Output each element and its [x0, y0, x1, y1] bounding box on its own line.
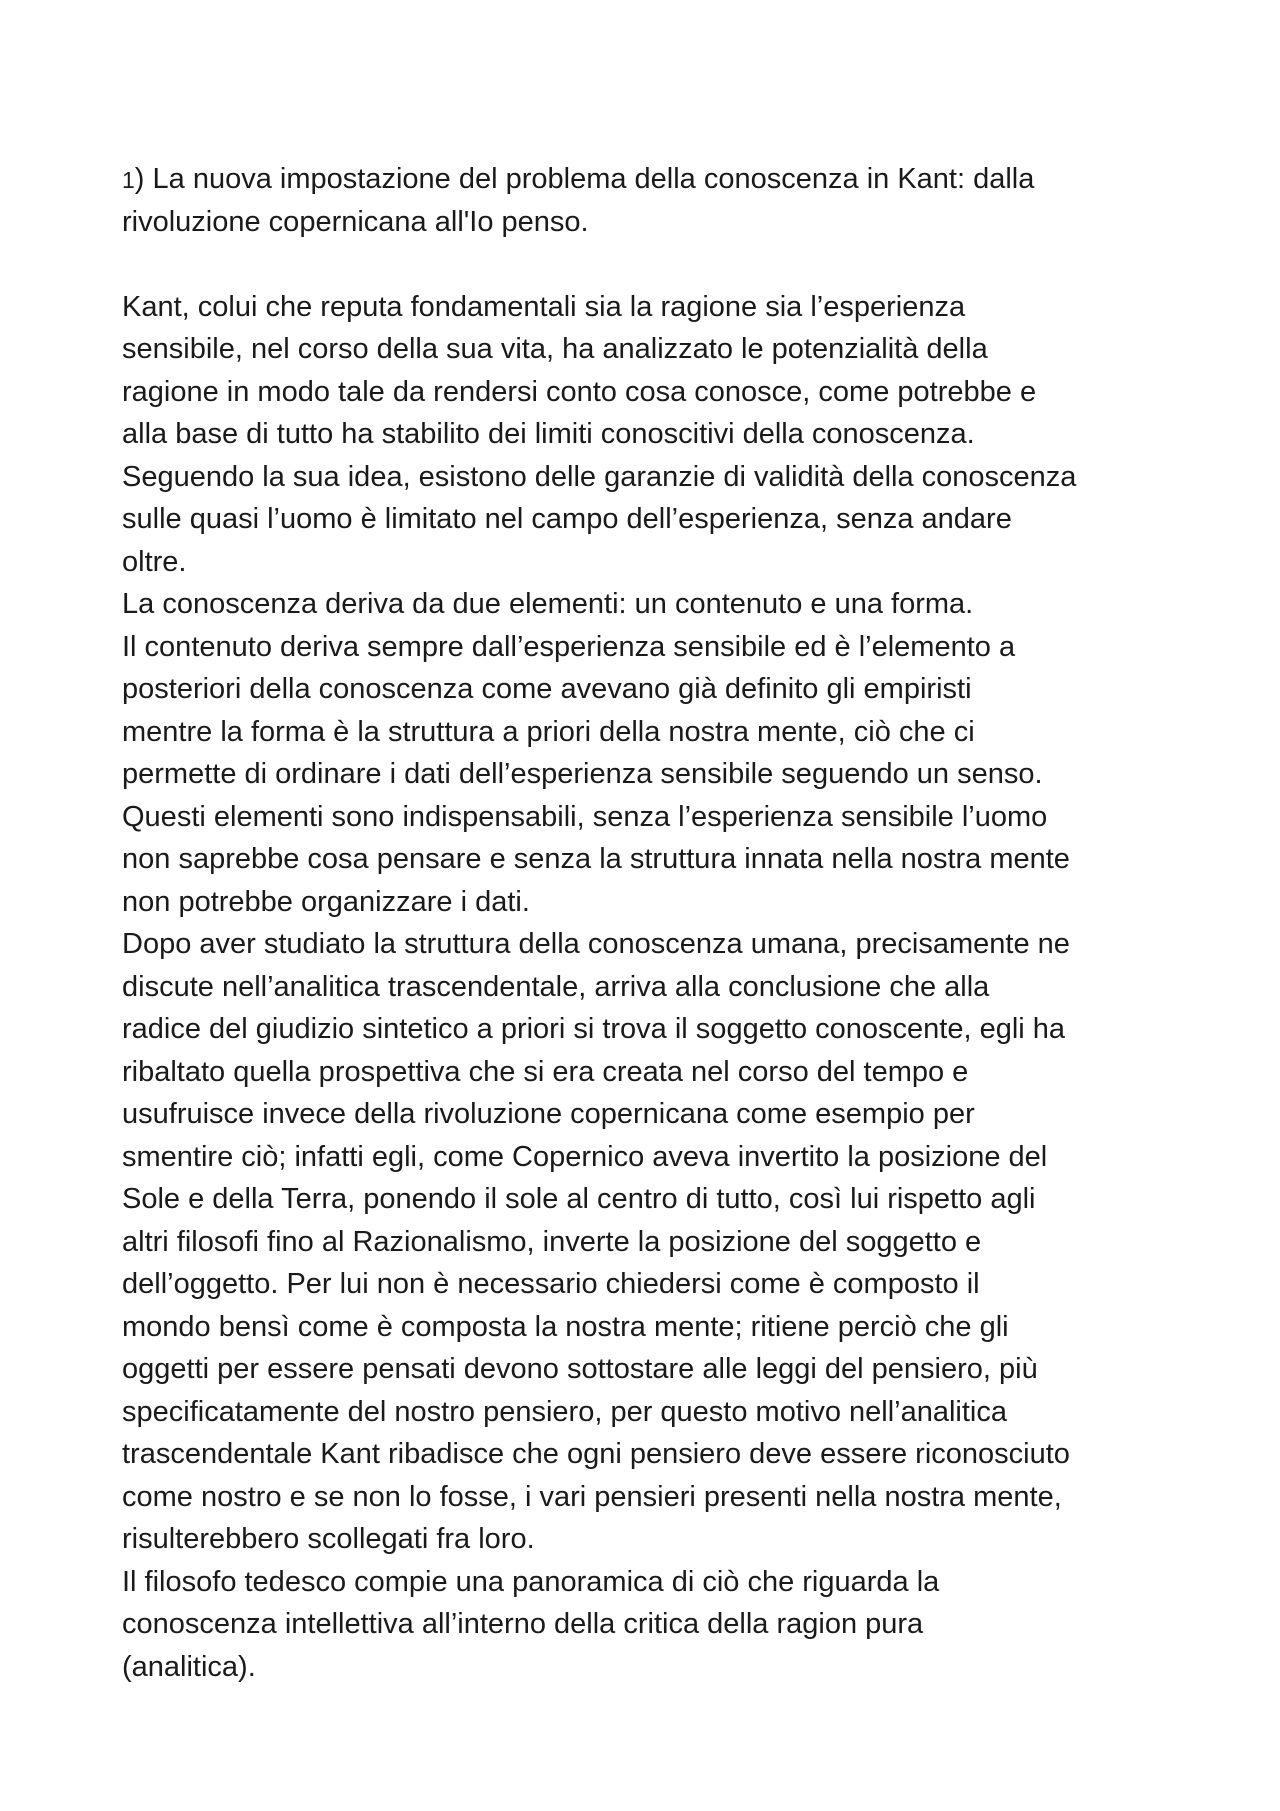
body-line: Il contenuto deriva sempre dall’esperienza sensibile ed è l’elemento a	[122, 630, 1016, 663]
heading-line-2: rivoluzione copernicana all'Io penso.	[122, 205, 589, 238]
body-line: usufruisce invece della rivoluzione copernicana come esempio per	[122, 1098, 975, 1130]
body-line: non potrebbe organizzare i dati.	[122, 885, 530, 918]
body-line: Il filosofo tedesco compie una panoramica di ciò che riguarda la	[122, 1565, 940, 1598]
body-line: non saprebbe cosa pensare e senza la struttura innata nella nostra mente	[122, 843, 1070, 875]
body-line: specificatamente del nostro pensiero, per questo motivo nell’analitica	[122, 1395, 1007, 1428]
body-text	[122, 286, 1182, 1689]
blank-line	[122, 243, 1182, 286]
body-line: Questi elementi sono indispensabili, senza l’esperienza sensibile l’uomo	[122, 800, 1048, 833]
body-line: trascendentale Kant ribadisce che ogni pensiero deve essere riconosciuto	[122, 1438, 1070, 1470]
body-line: La conoscenza deriva da due elementi: un contenuto e una forma.	[122, 588, 974, 620]
body-line: Sole e della Terra, ponendo il sole al centro di tutto, così lui rispetto agli	[122, 1183, 1036, 1215]
body-line: risulterebbero scollegati fra loro.	[122, 1523, 535, 1555]
body-line: Kant, colui che reputa fondamentali sia la ragione sia l’esperienza	[122, 290, 966, 323]
body-line: conoscenza intellettiva all’interno della critica della ragion pura	[122, 1608, 924, 1640]
body-line: dell’oggetto. Per lui non è necessario chiedersi come è composto il	[122, 1268, 980, 1300]
body-line: oggetti per essere pensati devono sottostare alle leggi del pensiero, più	[122, 1353, 1038, 1385]
body-line: Seguendo la sua idea, esistono delle garanzie di validità della conoscenza	[122, 460, 1077, 493]
body-line: smentire ciò; infatti egli, come Copernico aveva invertito la posizione del	[122, 1140, 1048, 1173]
heading-number: 1	[122, 167, 135, 193]
body-line: mondo bensì come è composta la nostra mente; ritiene perciò che gli	[122, 1310, 1009, 1343]
body-line: alla base di tutto ha stabilito dei limiti conoscitivi della conoscenza.	[122, 418, 975, 450]
body-line: posteriori della conoscenza come avevano già definito gli empiristi	[122, 673, 972, 705]
body-line: permette di ordinare i dati dell’esperienza sensibile seguendo un senso.	[122, 758, 1043, 790]
body-line: (analitica).	[122, 1650, 256, 1683]
body-line: ragione in modo tale da rendersi conto cosa conosce, come potrebbe e	[122, 375, 1037, 408]
body-line: Dopo aver studiato la struttura della conoscenza umana, precisamente ne	[122, 928, 1070, 960]
heading-line-1	[122, 158, 1182, 201]
body-line: sensibile, nel corso della sua vita, ha analizzato le potenzialità della	[122, 333, 988, 365]
body-line: come nostro e se non lo fosse, i vari pensieri presenti nella nostra mente,	[122, 1480, 1062, 1513]
body-line: ribaltato quella prospettiva che si era creata nel corso del tempo e	[122, 1055, 969, 1088]
body-line: sulle quasi l’uomo è limitato nel campo dell’esperienza, senza andare	[122, 503, 1012, 535]
body-line: oltre.	[122, 545, 187, 578]
body-line: discute nell’analitica trascendentale, arriva alla conclusione che alla	[122, 970, 990, 1003]
body-line: altri filosofi fino al Razionalismo, inverte la posizione del soggetto e	[122, 1225, 982, 1258]
document-content	[122, 158, 1182, 1688]
heading-text-1: ) La nuova impostazione del problema della conoscenza in Kant: dalla	[134, 163, 1035, 195]
body-line: radice del giudizio sintetico a priori si trova il soggetto conoscente, egli ha	[122, 1013, 1066, 1045]
body-line: mentre la forma è la struttura a priori della nostra mente, ciò che ci	[122, 715, 975, 748]
